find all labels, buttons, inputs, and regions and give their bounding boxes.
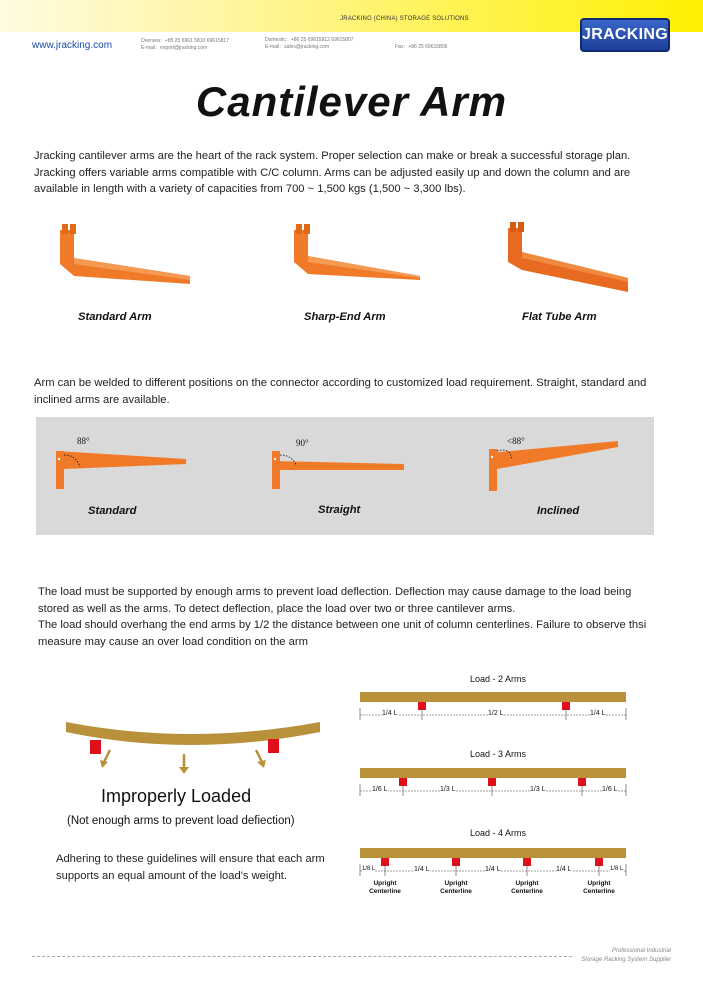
load-2-fraction-2: 1/2 L (488, 710, 504, 717)
oversea-contact (141, 38, 229, 52)
load-4-title: Load - 4 Arms (470, 828, 527, 838)
footer-line-1: Professional Industrial (611, 948, 671, 954)
company-banner-text: JRACKING (CHINA) STORAGE SOLUTIONS (340, 16, 469, 22)
load-3-fraction-1: 1/6 L (372, 786, 388, 793)
arm-caption-flat-tube: Flat Tube Arm (522, 311, 597, 323)
domestic-email[interactable]: E-mail：sales@jracking.com (265, 44, 329, 50)
angle-caption-straight: Straight (318, 504, 361, 516)
load-paragraph-2: The load should overhang the end arms by 1/2 the distance between one unit of column centerlines. Failure to observe thsi measure may cause an over load condition on the arm (38, 619, 647, 648)
load-2-title: Load - 2 Arms (470, 674, 527, 684)
footer-divider (32, 956, 572, 957)
upright-label-3: Upright Centerline (511, 880, 543, 895)
upright-label-4: Upright Centerline (583, 880, 615, 895)
flat-tube-arm-image (498, 218, 658, 298)
load-3-diagram (356, 766, 632, 800)
oversea-phone: Oversea：+85 25 6961 5810 69615817 (141, 38, 229, 44)
jracking-logo: JRACKING (580, 18, 670, 52)
angle-label-inclined: <88° (507, 436, 525, 446)
angle-label-standard: 88° (77, 436, 90, 446)
angle-caption-inclined: Inclined (537, 505, 580, 517)
upright-label-2: Upright Centerline (440, 880, 472, 895)
angle-caption-standard: Standard (88, 505, 137, 517)
improper-load-diagram (60, 712, 330, 782)
load-4-fraction-4: 1/4 L (556, 866, 572, 873)
load-4-fraction-3: 1/4 L (485, 866, 501, 873)
load-4-fraction-5: 1/8 L (610, 866, 624, 872)
angle-label-straight: 90° (296, 438, 309, 448)
load-4-fraction-1: 1/8 L (362, 866, 376, 872)
load-4-diagram (356, 846, 632, 880)
oversea-email[interactable]: E-mail：export@jracking.com (141, 45, 208, 51)
load-3-fraction-2: 1/3 L (440, 786, 456, 793)
load-2-fraction-3: 1/4 L (590, 710, 606, 717)
angle-diagrams (36, 417, 654, 535)
intro-paragraph: Jracking cantilever arms are the heart of the rack system. Proper selection can make or break a successful storage plan. Jracking offers variable arms compatible with C/C column. Arms can be adjusted easily up and down the column and are available in length with a variety of capacities from 700 ~ 1,500 kgs (1,500 ~ 3,300 lbs). (34, 150, 631, 195)
domestic-phone: Domestic：+86 25 69615812 69615807 (265, 37, 354, 43)
domestic-contact (265, 37, 354, 51)
guideline-text: Adhering to these guidelines will ensure that each arm supports an equal amount of the load's weight. (56, 853, 325, 882)
fax-number: Fax：+86 25 69615806 (395, 44, 448, 50)
load-2-diagram (356, 690, 632, 724)
improper-title: Improperly Loaded (101, 786, 252, 806)
page-title: Cantilever Arm (195, 78, 508, 125)
arm-caption-standard: Standard Arm (78, 311, 152, 323)
load-3-title: Load - 3 Arms (470, 749, 527, 759)
footer-line-2: Storage Racking System Supplier (581, 957, 671, 963)
load-3-fraction-3: 1/3 L (530, 786, 546, 793)
standard-arm-image (40, 218, 200, 298)
website-link[interactable]: www.jracking.com (32, 40, 113, 51)
weld-paragraph: Arm can be welded to different positions on the connector according to customized load requirement. Straight, standard and inclined arms are available. (34, 377, 647, 406)
load-4-fraction-2: 1/4 L (414, 866, 430, 873)
sharp-end-arm-image (280, 218, 440, 298)
arm-caption-sharp-end: Sharp-End Arm (304, 311, 386, 323)
improper-subtitle: (Not enough arms to prevent load defiection) (67, 815, 295, 827)
load-2-fraction-1: 1/4 L (382, 710, 398, 717)
load-paragraph-1: The load must be supported by enough arms to prevent load deflection. Deflection may cause damage to the load being stored as well as the arms. To detect deflection, place the load over two or three cantilever arms. (38, 586, 632, 615)
upright-label-1: Upright Centerline (369, 880, 401, 895)
load-3-fraction-4: 1/6 L (602, 786, 618, 793)
